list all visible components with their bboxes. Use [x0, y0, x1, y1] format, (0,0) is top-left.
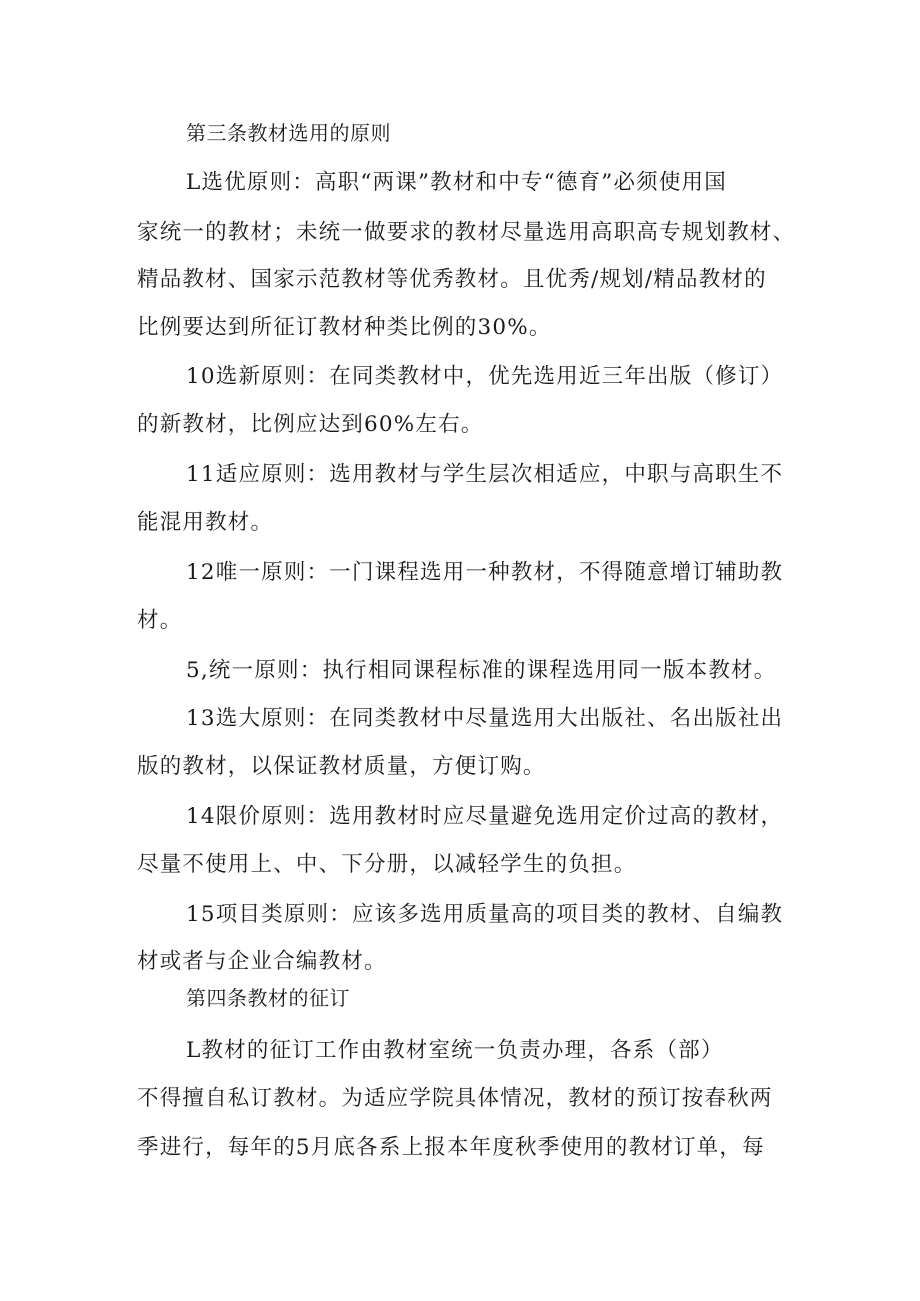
paragraph-line: 精品教材、国家示范教材等优秀教材。且优秀/规划/精品教材的: [137, 267, 767, 292]
paragraph-line: 能混用教材。: [137, 510, 274, 535]
paragraph-line: 季进行，每年的5月底各系上报本年度秋季使用的教材订单，每: [137, 1135, 765, 1160]
paragraph-line: 家统一的教材；未统一做要求的教材尽量选用高职高专规划教材、: [137, 220, 796, 245]
paragraph-line: 不得擅自私订教材。为适应学院具体情况，教材的预订按春秋两: [137, 1086, 773, 1111]
section-heading-article-4: 第四条教材的征订: [186, 986, 350, 1010]
paragraph-line: L教材的征订工作由教材室统一负责办理，各系（部）: [186, 1038, 724, 1063]
paragraph-line: 尽量不使用上、中、下分册，以减轻学生的负担。: [137, 852, 637, 877]
paragraph-line: 5,统一原则：执行相同课程标准的课程选用同一版本教材。: [186, 658, 777, 683]
paragraph-line: 比例要达到所征订教材种类比例的30%。: [137, 315, 552, 340]
paragraph-line: 11适应原则：选用教材与学生层次相适应，中职与高职生不: [186, 462, 784, 487]
section-heading-article-3: 第三条教材选用的原则: [186, 121, 391, 145]
paragraph-line: 14限价原则：选用教材时应尽量避免选用定价过高的教材，: [186, 804, 784, 829]
paragraph-line: 材或者与企业合编教材。: [137, 949, 387, 974]
paragraph-line: 15项目类原则：应该多选用质量高的项目类的教材、自编教: [186, 902, 784, 927]
paragraph-line: 的新教材，比例应达到60%左右。: [137, 412, 484, 437]
paragraph-line: 13选大原则：在同类教材中尽量选用大出版社、名出版社出: [186, 706, 784, 731]
paragraph-line: 版的教材，以保证教材质量，方便订购。: [137, 754, 546, 779]
paragraph-line: 材。: [137, 608, 183, 633]
paragraph-line: 12唯一原则：一门课程选用一种教材，不得随意增订辅助教: [186, 560, 784, 585]
paragraph-line: 10选新原则：在同类教材中，优先选用近三年出版（修订）: [186, 364, 784, 389]
paragraph-line: L选优原则：高职“两课”教材和中专“德育”必须使用国: [186, 170, 727, 195]
